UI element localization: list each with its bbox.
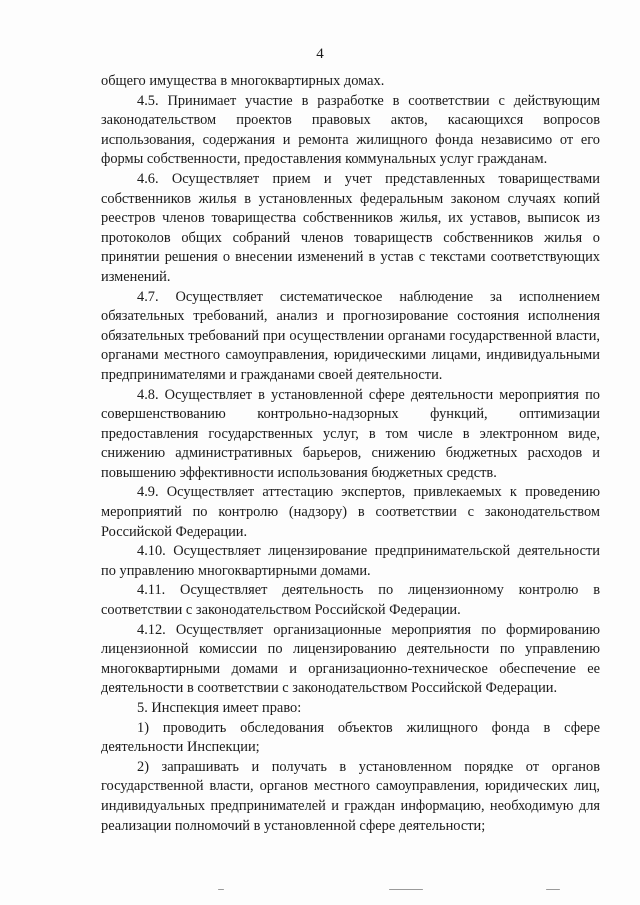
scan-artifact [546, 889, 560, 890]
paragraph-4-7: 4.7. Осуществляет систематическое наблюдение за исполнением обязательных требований, анализ и прогнозирование состояния исполнения обязательных требований при осуществлении органами государственной власти, органами местного самоуправления, юридическими лицами, индивидуальными предпринимателями и гражданами своей деятельности. [101, 288, 600, 383]
scan-artifact [218, 889, 224, 890]
paragraph-4-10: 4.10. Осуществляет лицензирование предпринимательской деятельности по управлению многоквартирными домами. [101, 543, 600, 579]
paragraph-4-12: 4.12. Осуществляет организационные мероприятия по формированию лицензионной комиссии по лицензированию деятельности по управлению многоквартирными домами и организационно-техническое обеспечение ее деятельности в соответствии с законодательством Российской Федерации. [101, 621, 600, 697]
page-number: 4 [316, 46, 324, 62]
list-item-2: 2) запрашивать и получать в установленном порядке от органов государственной власти, органов местного самоуправления, юридических лиц, индивидуальных предпринимателей и граждан информацию, необходимую для реализации полномочий в установленной сфере деятельности; [101, 758, 600, 834]
document-body [101, 72, 600, 836]
paragraph-4-6: 4.6. Осуществляет прием и учет представленных товариществами собственников жилья в установленных федеральным законом случаях копий реестров членов товарищества собственников жилья, их уставов, выписок из протоколов общих собраний членов товариществ собственников жилья о принятии решения о внесении изменений в устав с текстами соответствующих изменений. [101, 170, 600, 285]
paragraph-4-8: 4.8. Осуществляет в установленной сфере деятельности мероприятия по совершенствованию контрольно-надзорных функций, оптимизации предоставления государственных услуг, в том числе в электронном виде, снижению административных барьеров, снижению бюджетных расходов и повышению эффективности использования бюджетных средств. [101, 386, 600, 481]
paragraph-4-11: 4.11. Осуществляет деятельность по лицензионному контролю в соответствии с законодательством Российской Федерации. [101, 582, 600, 619]
paragraph-continuation: общего имущества в многоквартирных домах. [101, 73, 385, 89]
paragraph-4-9: 4.9. Осуществляет аттестацию экспертов, привлекаемых к проведению мероприятий по контролю (надзору) в соответствии с законодательством Российской Федерации. [101, 484, 600, 540]
paragraph-4-5: 4.5. Принимает участие в разработке в соответствии с действующим законодательством проектов правовых актов, касающихся вопросов использования, содержания и ремонта жилищного фонда независимо от его формы собственности, предоставления коммунальных услуг гражданам. [101, 92, 600, 168]
scan-artifact [389, 889, 423, 890]
paragraph-5: 5. Инспекция имеет право: [137, 700, 302, 716]
list-item-1: 1) проводить обследования объектов жилищного фонда в сфере деятельности Инспекции; [101, 719, 600, 756]
